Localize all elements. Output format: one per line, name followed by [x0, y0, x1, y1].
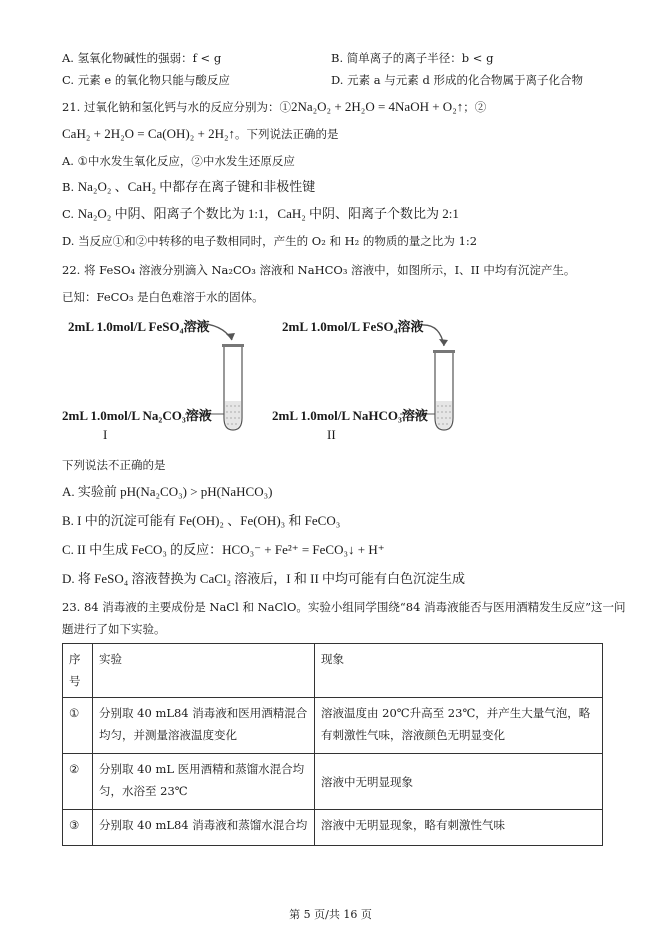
header-index: 序号	[63, 644, 93, 698]
fig1-top-label: 2mL 1.0mol/L FeSO₄溶液	[68, 319, 210, 334]
row-observation: 溶液中无明显现象	[315, 754, 603, 810]
row-observation: 溶液温度由 20℃升高至 23℃，并产生大量气泡，略 有刺激性气味，溶液颜色无明显变化	[315, 698, 603, 754]
row-experiment: 分别取 40 mL84 消毒液和医用酒精混合 均匀，并测量溶液温度变化	[93, 698, 315, 754]
header-observation: 现象	[315, 644, 603, 698]
experiment-table	[62, 643, 603, 846]
q22-option-b: B. I 中的沉淀可能有 Fe(OH)₂ 、Fe(OH)₃ 和 FeCO₃	[62, 513, 341, 528]
q22-known: 已知：FeCO₃ 是白色难溶于水的固体。	[62, 290, 264, 304]
fig2-top-label: 2mL 1.0mol/L FeSO₄溶液	[282, 319, 424, 334]
table-header-row	[63, 644, 603, 698]
header-experiment: 实验	[93, 644, 315, 698]
fig2-roman-label: II	[327, 427, 336, 442]
table-row	[63, 754, 603, 810]
q21-option-a: A. ①中水发生氧化反应，②中水发生还原反应	[62, 154, 295, 168]
q21-option-d: D. 当反应①和②中转移的电子数相同时，产生的 O₂ 和 H₂ 的物质的量之比为 1:2	[62, 234, 478, 248]
q22-option-a: A. 实验前 pH(Na₂CO₃) > pH(NaHCO₃)	[62, 484, 273, 499]
q22-stem: 22. 将 FeSO₄ 溶液分别滴入 Na₂CO₃ 溶液和 NaHCO₃ 溶液中，如图所示，I、II 中均有沉淀产生。	[62, 263, 576, 277]
page-footer: 第 5 页/共 16 页	[289, 908, 372, 921]
q21-stem-line1: 21. 过氧化钠和氢化钙与水的反应分别为：①2Na₂O₂ + 2H₂O = 4NaOH + O₂↑；②	[62, 99, 487, 114]
row-experiment: 分别取 40 mL84 消毒液和蒸馏水混合均	[93, 810, 315, 846]
q20-option-d: D. 元素 a 与元素 d 形成的化合物属于离子化合物	[331, 73, 583, 87]
q20-option-b: B. 简单离子的离子半径：b < g	[331, 51, 494, 65]
row-experiment: 分别取 40 mL 医用酒精和蒸馏水混合均 匀，水浴至 23℃	[93, 754, 315, 810]
q20-option-a: A. 氢氧化物碱性的强弱：f < g	[62, 51, 222, 65]
q21-option-c: C. Na₂O₂ 中阴、阳离子个数比为 1:1，CaH₂ 中阴、阳离子个数比为 2:1	[62, 206, 459, 221]
table-row	[63, 810, 603, 846]
q22-question: 下列说法不正确的是	[62, 458, 166, 472]
table-row	[63, 698, 603, 754]
q21-equation-2: CaH₂ + 2H₂O = Ca(OH)₂ + 2H₂↑	[62, 126, 235, 141]
q21-option-b: B. Na₂O₂ 、CaH₂ 中都存在离子键和非极性键	[62, 179, 316, 194]
fig2-bottom-label: 2mL 1.0mol/L NaHCO₃溶液	[272, 408, 428, 423]
fig1-bottom-label: 2mL 1.0mol/L Na₂CO₃溶液	[62, 408, 212, 423]
fig1-roman-label: I	[103, 427, 108, 442]
row-index: ①	[63, 698, 93, 754]
row-index: ②	[63, 754, 93, 810]
q23-stem-line2: 题进行了如下实验。	[62, 622, 166, 636]
q21-equation-1: 2Na₂O₂ + 2H₂O = 4NaOH + O₂↑	[290, 99, 464, 114]
q22-option-c: C. II 中生成 FeCO₃ 的反应：HCO₃⁻ + Fe²⁺ = FeCO₃↓ + H⁺	[62, 542, 385, 557]
row-index: ③	[63, 810, 93, 846]
q22-option-d: D. 将 FeSO₄ 溶液替换为 CaCl₂ 溶液后，I 和 II 中均可能有白色沉淀生成	[62, 571, 466, 586]
q23-stem-line1: 23. 84 消毒液的主要成份是 NaCl 和 NaClO。实验小组同学围绕“84 消毒液能否与医用酒精发生反应”这一问	[62, 600, 626, 614]
row-observation: 溶液中无明显现象，略有刺激性气味	[315, 810, 603, 846]
q21-stem-line2: CaH₂ + 2H₂O = Ca(OH)₂ + 2H₂↑。下列说法正确的是	[62, 126, 339, 141]
q20-option-c: C. 元素 e 的氧化物只能与酸反应	[62, 73, 230, 87]
